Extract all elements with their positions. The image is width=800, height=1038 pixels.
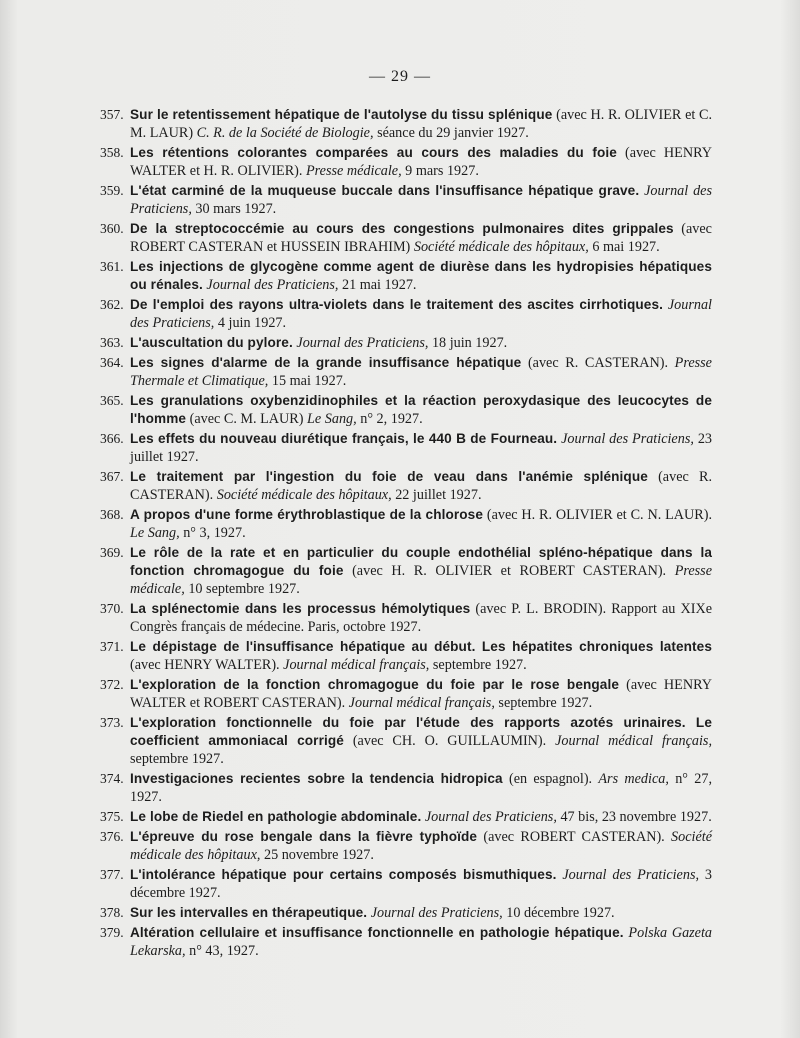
entry-date: n° 27, 1927. bbox=[130, 771, 712, 806]
entry-date: 6 mai 1927. bbox=[588, 239, 660, 256]
entry-number: 372. bbox=[100, 677, 124, 692]
entry-journal: Le Sang, bbox=[130, 525, 180, 541]
bibliography-entry bbox=[100, 714, 712, 769]
bibliography-entry bbox=[100, 506, 712, 542]
entry-journal: Presse médicale, bbox=[306, 163, 402, 180]
entry-journal: Polska Gazeta Lekarska, bbox=[130, 924, 713, 959]
entry-title: Les injections de glycogène comme agent de diurèse dans les hydropisies hépatiques ou rénales. bbox=[130, 259, 712, 293]
entry-title: De la streptococcémie au cours des congestions pulmonaires dites grippales bbox=[130, 221, 674, 236]
entry-number: 377. bbox=[100, 867, 124, 882]
bibliography-entry bbox=[100, 544, 712, 599]
entry-title: L'épreuve du rose bengale dans la fièvre typhoïde bbox=[130, 829, 478, 844]
entry-details: (avec P. L. BRODIN). Rapport au XIXe Congrès français de médecine. Paris, octobre 1927. bbox=[130, 601, 713, 636]
entry-journal: Société médicale des hôpitaux, bbox=[413, 239, 589, 256]
entry-title: Les signes d'alarme de la grande insuffisance hépatique bbox=[130, 354, 522, 370]
entry-date: 3 décembre 1927. bbox=[130, 867, 712, 902]
entry-details: (avec HENRY WALTER et H. R. OLIVIER). bbox=[130, 145, 712, 180]
entry-number: 373. bbox=[100, 715, 124, 730]
entry-date: 18 juin 1927. bbox=[428, 335, 508, 351]
entry-journal: Journal des Praticiens, bbox=[206, 277, 339, 294]
entry-date: 23 juillet 1927. bbox=[130, 430, 713, 465]
entry-journal: Journal des Praticiens, bbox=[296, 335, 429, 351]
entry-title: Le lobe de Riedel en pathologie abdominale. bbox=[130, 809, 422, 825]
entry-date: 21 mai 1927. bbox=[338, 277, 417, 294]
entry-date: 22 juillet 1927. bbox=[391, 487, 482, 503]
bibliography-entry bbox=[100, 924, 712, 960]
entry-number: 366. bbox=[100, 430, 124, 446]
entry-number: 358. bbox=[100, 145, 124, 160]
entry-details: (avec ROBERT CASTERAN et HUSSEIN IBRAHIM) bbox=[130, 221, 712, 256]
entry-date: 47 bis, 23 novembre 1927. bbox=[556, 809, 712, 826]
entry-title: Sur les intervalles en thérapeutique. bbox=[130, 905, 368, 920]
bibliography-entry bbox=[100, 144, 712, 180]
entry-title: Le dépistage de l'insuffisance hépatique au début. Les hépatites chroniques latentes bbox=[130, 639, 712, 654]
entry-number: 357. bbox=[100, 107, 124, 122]
entry-details: (avec HENRY WALTER et ROBERT CASTERAN). bbox=[130, 677, 713, 712]
entry-number: 371. bbox=[100, 639, 124, 654]
entry-title: Investigaciones recientes sobre la tendencia hidropica bbox=[130, 771, 503, 787]
entry-number: 365. bbox=[100, 392, 124, 408]
entry-title: Le traitement par l'ingestion du foie de veau dans l'anémie splénique bbox=[130, 468, 648, 484]
entry-title: L'intolérance hépatique pour certains composés bismuthiques. bbox=[130, 867, 557, 882]
entry-journal: Journal médical français, bbox=[348, 695, 495, 712]
entry-details: (en espagnol). bbox=[502, 771, 599, 788]
entry-details: (avec R. CASTERAN). bbox=[521, 354, 675, 371]
entry-date: septembre 1927. bbox=[130, 751, 224, 768]
entry-date: 4 juin 1927. bbox=[214, 315, 287, 332]
page-number: — 29 — bbox=[369, 68, 431, 85]
entry-details: (avec R. CASTERAN). bbox=[130, 468, 712, 503]
entry-number: 376. bbox=[100, 829, 124, 844]
entry-details: (avec HENRY WALTER). bbox=[130, 657, 284, 674]
entry-number: 369. bbox=[100, 544, 124, 560]
bibliography-entry bbox=[100, 106, 712, 142]
entry-number: 363. bbox=[100, 335, 124, 350]
bibliography-entry bbox=[100, 258, 712, 294]
entry-title: Les granulations oxybenzidinophiles et la réaction peroxydasique des leucocytes de l'homme bbox=[130, 392, 712, 426]
entry-title: Le rôle de la rate et en particulier du couple endothélial spléno-hépatique dans la fonction chromagogue du foie bbox=[130, 544, 712, 578]
entry-date: séance du 29 janvier 1927. bbox=[373, 125, 529, 142]
entry-title: Sur le retentissement hépatique de l'autolyse du tissu splénique bbox=[130, 107, 553, 122]
bibliography-entry bbox=[100, 638, 712, 674]
entry-date: 25 novembre 1927. bbox=[260, 847, 374, 864]
entry-number: 374. bbox=[100, 771, 124, 787]
entry-number: 361. bbox=[100, 259, 124, 274]
entry-title: L'auscultation du pylore. bbox=[130, 335, 293, 350]
entry-journal: Journal médical français, bbox=[283, 657, 430, 674]
bibliography-entry bbox=[100, 334, 712, 352]
entry-journal: Journal des Praticiens, bbox=[424, 809, 557, 826]
entry-number: 360. bbox=[100, 221, 124, 236]
entry-journal: Société médicale des hôpitaux, bbox=[216, 487, 392, 503]
entry-journal: Presse Thermale et Climatique, bbox=[130, 354, 712, 389]
entry-title: A propos d'une forme érythroblastique de la chlorose bbox=[130, 506, 483, 522]
entry-date: septembre 1927. bbox=[494, 695, 593, 712]
entry-journal: Journal médical français, bbox=[555, 733, 712, 750]
entry-date: 30 mars 1927. bbox=[191, 201, 277, 218]
entry-number: 370. bbox=[100, 601, 124, 616]
entry-journal: Ars medica, bbox=[598, 771, 669, 788]
entry-details: (avec CH. O. GUILLAUMIN). bbox=[343, 733, 556, 750]
bibliography-entry bbox=[100, 296, 712, 332]
bibliography-entry bbox=[100, 600, 712, 636]
bibliography-entry bbox=[100, 468, 712, 504]
entry-date: n° 43, 1927. bbox=[185, 943, 259, 959]
entry-details: (avec ROBERT CASTERAN). bbox=[477, 829, 672, 845]
entry-number: 367. bbox=[100, 468, 124, 484]
entry-details: (avec C. M. LAUR) bbox=[186, 411, 308, 427]
entry-journal: Le Sang, bbox=[307, 411, 357, 427]
bibliography-entry bbox=[100, 354, 712, 390]
entry-title: Altération cellulaire et insuffisance fonctionnelle en pathologie hépatique. bbox=[130, 924, 624, 940]
entry-journal: Société médicale des hôpitaux, bbox=[130, 829, 712, 864]
entry-title: L'exploration de la fonction chromagogue du foie par le rose bengale bbox=[130, 677, 619, 692]
bibliography-entry bbox=[100, 770, 712, 806]
entry-title: De l'emploi des rayons ultra-violets dans le traitement des ascites cirrhotiques. bbox=[130, 297, 663, 312]
entry-date: septembre 1927. bbox=[429, 657, 527, 674]
bibliography-entry bbox=[100, 430, 712, 466]
bibliography-entry bbox=[100, 866, 712, 902]
entry-journal: Journal des Praticiens, bbox=[130, 297, 712, 332]
entry-title: La splénectomie dans les processus hémolytiques bbox=[130, 601, 471, 616]
entry-date: 15 mai 1927. bbox=[268, 373, 347, 389]
entry-date: n° 3, 1927. bbox=[179, 525, 246, 541]
bibliography-entry bbox=[100, 828, 712, 864]
entry-details: (avec H. R. OLIVIER et ROBERT CASTERAN). bbox=[343, 563, 675, 579]
entry-number: 379. bbox=[100, 924, 124, 940]
bibliography-entry bbox=[100, 676, 712, 712]
entry-title: L'exploration fonctionnelle du foie par l'étude des rapports azotés urinaires. Le coefficient ammoniacal corrigé bbox=[130, 715, 712, 749]
entry-date: n° 2, 1927. bbox=[356, 411, 423, 427]
entry-date: 10 décembre 1927. bbox=[502, 905, 615, 921]
entry-details: (avec H. R. OLIVIER et C. N. LAUR). bbox=[483, 506, 712, 523]
bibliography-entry bbox=[100, 220, 712, 256]
bibliography-entry bbox=[100, 904, 712, 922]
entry-journal: Journal des Praticiens, bbox=[130, 183, 712, 218]
entry-date: 10 septembre 1927. bbox=[184, 581, 300, 598]
entry-number: 375. bbox=[100, 809, 124, 825]
entry-number: 378. bbox=[100, 905, 124, 920]
entry-journal: C. R. de la Société de Biologie, bbox=[196, 125, 374, 142]
entry-number: 359. bbox=[100, 183, 124, 198]
entry-title: L'état carminé de la muqueuse buccale dans l'insuffisance hépatique grave. bbox=[130, 183, 640, 198]
entry-number: 362. bbox=[100, 297, 124, 312]
bibliography-entry bbox=[100, 808, 712, 826]
entry-journal: Journal des Praticiens, bbox=[562, 867, 700, 883]
entry-title: Les rétentions colorantes comparées au cours des maladies du foie bbox=[130, 145, 617, 160]
bibliography-entry bbox=[100, 182, 712, 218]
entry-number: 368. bbox=[100, 506, 124, 522]
bibliography-list bbox=[100, 106, 712, 962]
bibliography-entry bbox=[100, 392, 712, 428]
entry-date: 9 mars 1927. bbox=[401, 163, 479, 180]
entry-title: Les effets du nouveau diurétique français, le 440 B de Fourneau. bbox=[130, 430, 558, 446]
entry-number: 364. bbox=[100, 354, 124, 370]
entry-journal: Journal des Praticiens, bbox=[561, 430, 694, 447]
entry-details: (avec H. R. OLIVIER et C. M. LAUR) bbox=[130, 107, 712, 142]
entry-journal: Presse médicale, bbox=[130, 563, 712, 598]
entry-journal: Journal des Praticiens, bbox=[370, 905, 503, 921]
